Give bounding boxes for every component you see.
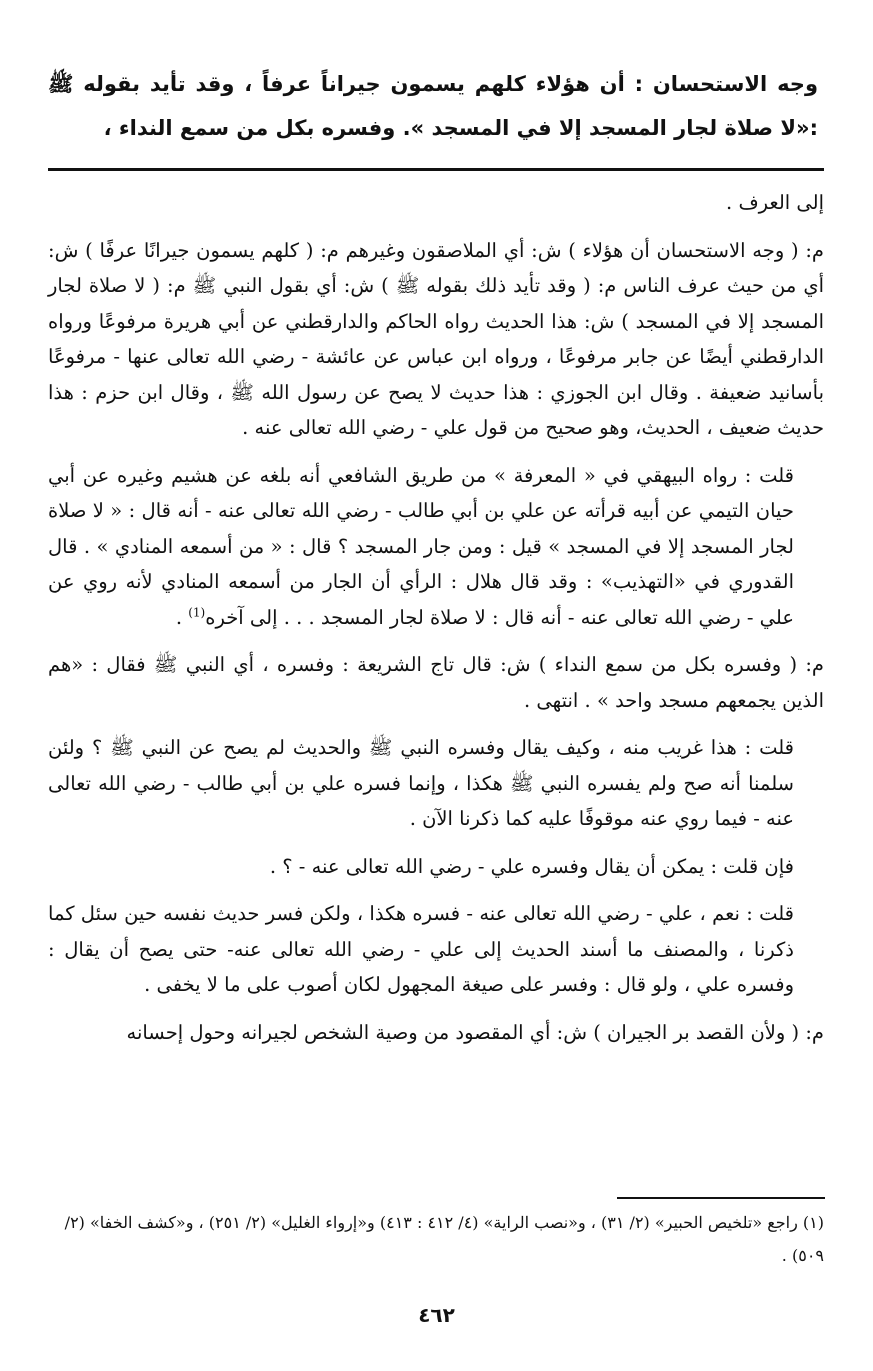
commentary-paragraph-5: قلت : هذا غريب منه ، وكيف يقال وفسره النبي ﷺ والحديث لم يصح عن النبي ﷺ ؟ ولئن سلمنا أنه صح ولم يفسره النبي ﷺ هكذا ، وإنما فسره علي بن أبي طالب - رضي الله تعالى عنه - فيما روي عنه موقوفًا عليه كما ذكرنا الآن . [48, 736, 794, 830]
matn-text: وجه الاستحسان : أن هؤلاء كلهم يسمون جيراناً عرفاً ، وقد تأيد بقوله ﷺ :«لا صلاة لجار المسجد إلا في المسجد ». وفسره بكل من سمع النداء ، [48, 72, 818, 140]
commentary-paragraph-2: م: ( وجه الاستحسان أن هؤلاء ) ش: أي الملاصقون وغيرهم م: ( كلهم يسمون جيرانًا عرفًا ) ش: أي من حيث عرف الناس م: ( وقد تأيد ذلك بقوله ﷺ ) ش: أي بقول النبي ﷺ م: ( لا صلاة لجار المسجد إلا في المسجد ) ش: هذا الحديث رواه الحاكم والدارقطني عن أبي هريرة مرفوعًا ورواه الدارقطني أيضًا عن جابر مرفوعًا ، ورواه ابن عباس عن عائشة - رضي الله تعالى عنها - مرفوعًا بأسانيد ضعيفة . وقال ابن الجوزي : هذا حديث لا يصح عن رسول الله ﷺ ، وقال ابن حزم : هذا حديث ضعيف ، الحديث، وهو صحيح من قول علي - رضي الله تعالى عنه . [48, 238, 824, 439]
commentary-paragraph-8: م: ( ولأن القصد بر الجيران ) ش: أي المقصود من وصية الشخص لجيرانه وحول إحسانه [126, 1020, 824, 1044]
commentary-paragraph-7: قلت : نعم ، علي - رضي الله تعالى عنه - فسره هكذا ، ولكن فسر حديث نفسه حين سئل كما ذكرنا ، والمصنف ما أسند الحديث إلى علي - رضي الله تعالى عنه- حتى يصح أن يقال : وفسره علي ، ولو قال : وفسر على صيغة المجهول لكان أصوب على ما لا يخفى . [48, 902, 794, 996]
paragraph-3-text: قلت : رواه البيهقي في « المعرفة » من طريق الشافعي أنه بلغه عن هشيم وغيره عن أبي حيان التيمي عن أبيه قرأته عن علي بن أبي طالب - رضي الله تعالى عنه - أنه قال : « لا صلاة لجار المسجد إلا في المسجد » قيل : ومن جار المسجد ؟ قال : « من أسمعه المنادي » . قال القدوري في «التهذيب» : وقد قال هلال : الرأي أن الجار من أسمعه المنادي لأنه روي عن علي - رضي الله تعالى عنه - أنه قال : لا صلاة لجار المسجد . . . إلى آخره [48, 463, 794, 629]
top-divider [48, 168, 824, 171]
footnote-divider [617, 1197, 825, 1199]
commentary-paragraph-6: فإن قلت : يمكن أن يقال وفسره علي - رضي الله تعالى عنه - ؟ . [269, 854, 794, 878]
page-number: ٤٦٢ [418, 1303, 455, 1327]
commentary-paragraph-1: إلى العرف . [726, 191, 824, 214]
paragraph-3-end: . [175, 605, 189, 629]
commentary-paragraph-3 [48, 458, 824, 636]
commentary-paragraph-4: م: ( وفسره بكل من سمع النداء ) ش: قال تاج الشريعة : وفسره ، أي النبي ﷺ فقال : «هم الذين يجمعهم مسجد واحد » . انتهى . [48, 653, 824, 712]
footnote-marker: (1) [188, 605, 206, 619]
footnote: (١) راجع «تلخيص الحبير» (٢/ ٣١) ، و«نصب الراية» (٤/ ٤١٢ : ٤١٣) و«إرواء الغليل» (٢/ ٢٥١) ، و«كشف الخفا» (٢/ ٥٠٩) . [64, 1213, 824, 1265]
page-body [48, 62, 824, 1062]
